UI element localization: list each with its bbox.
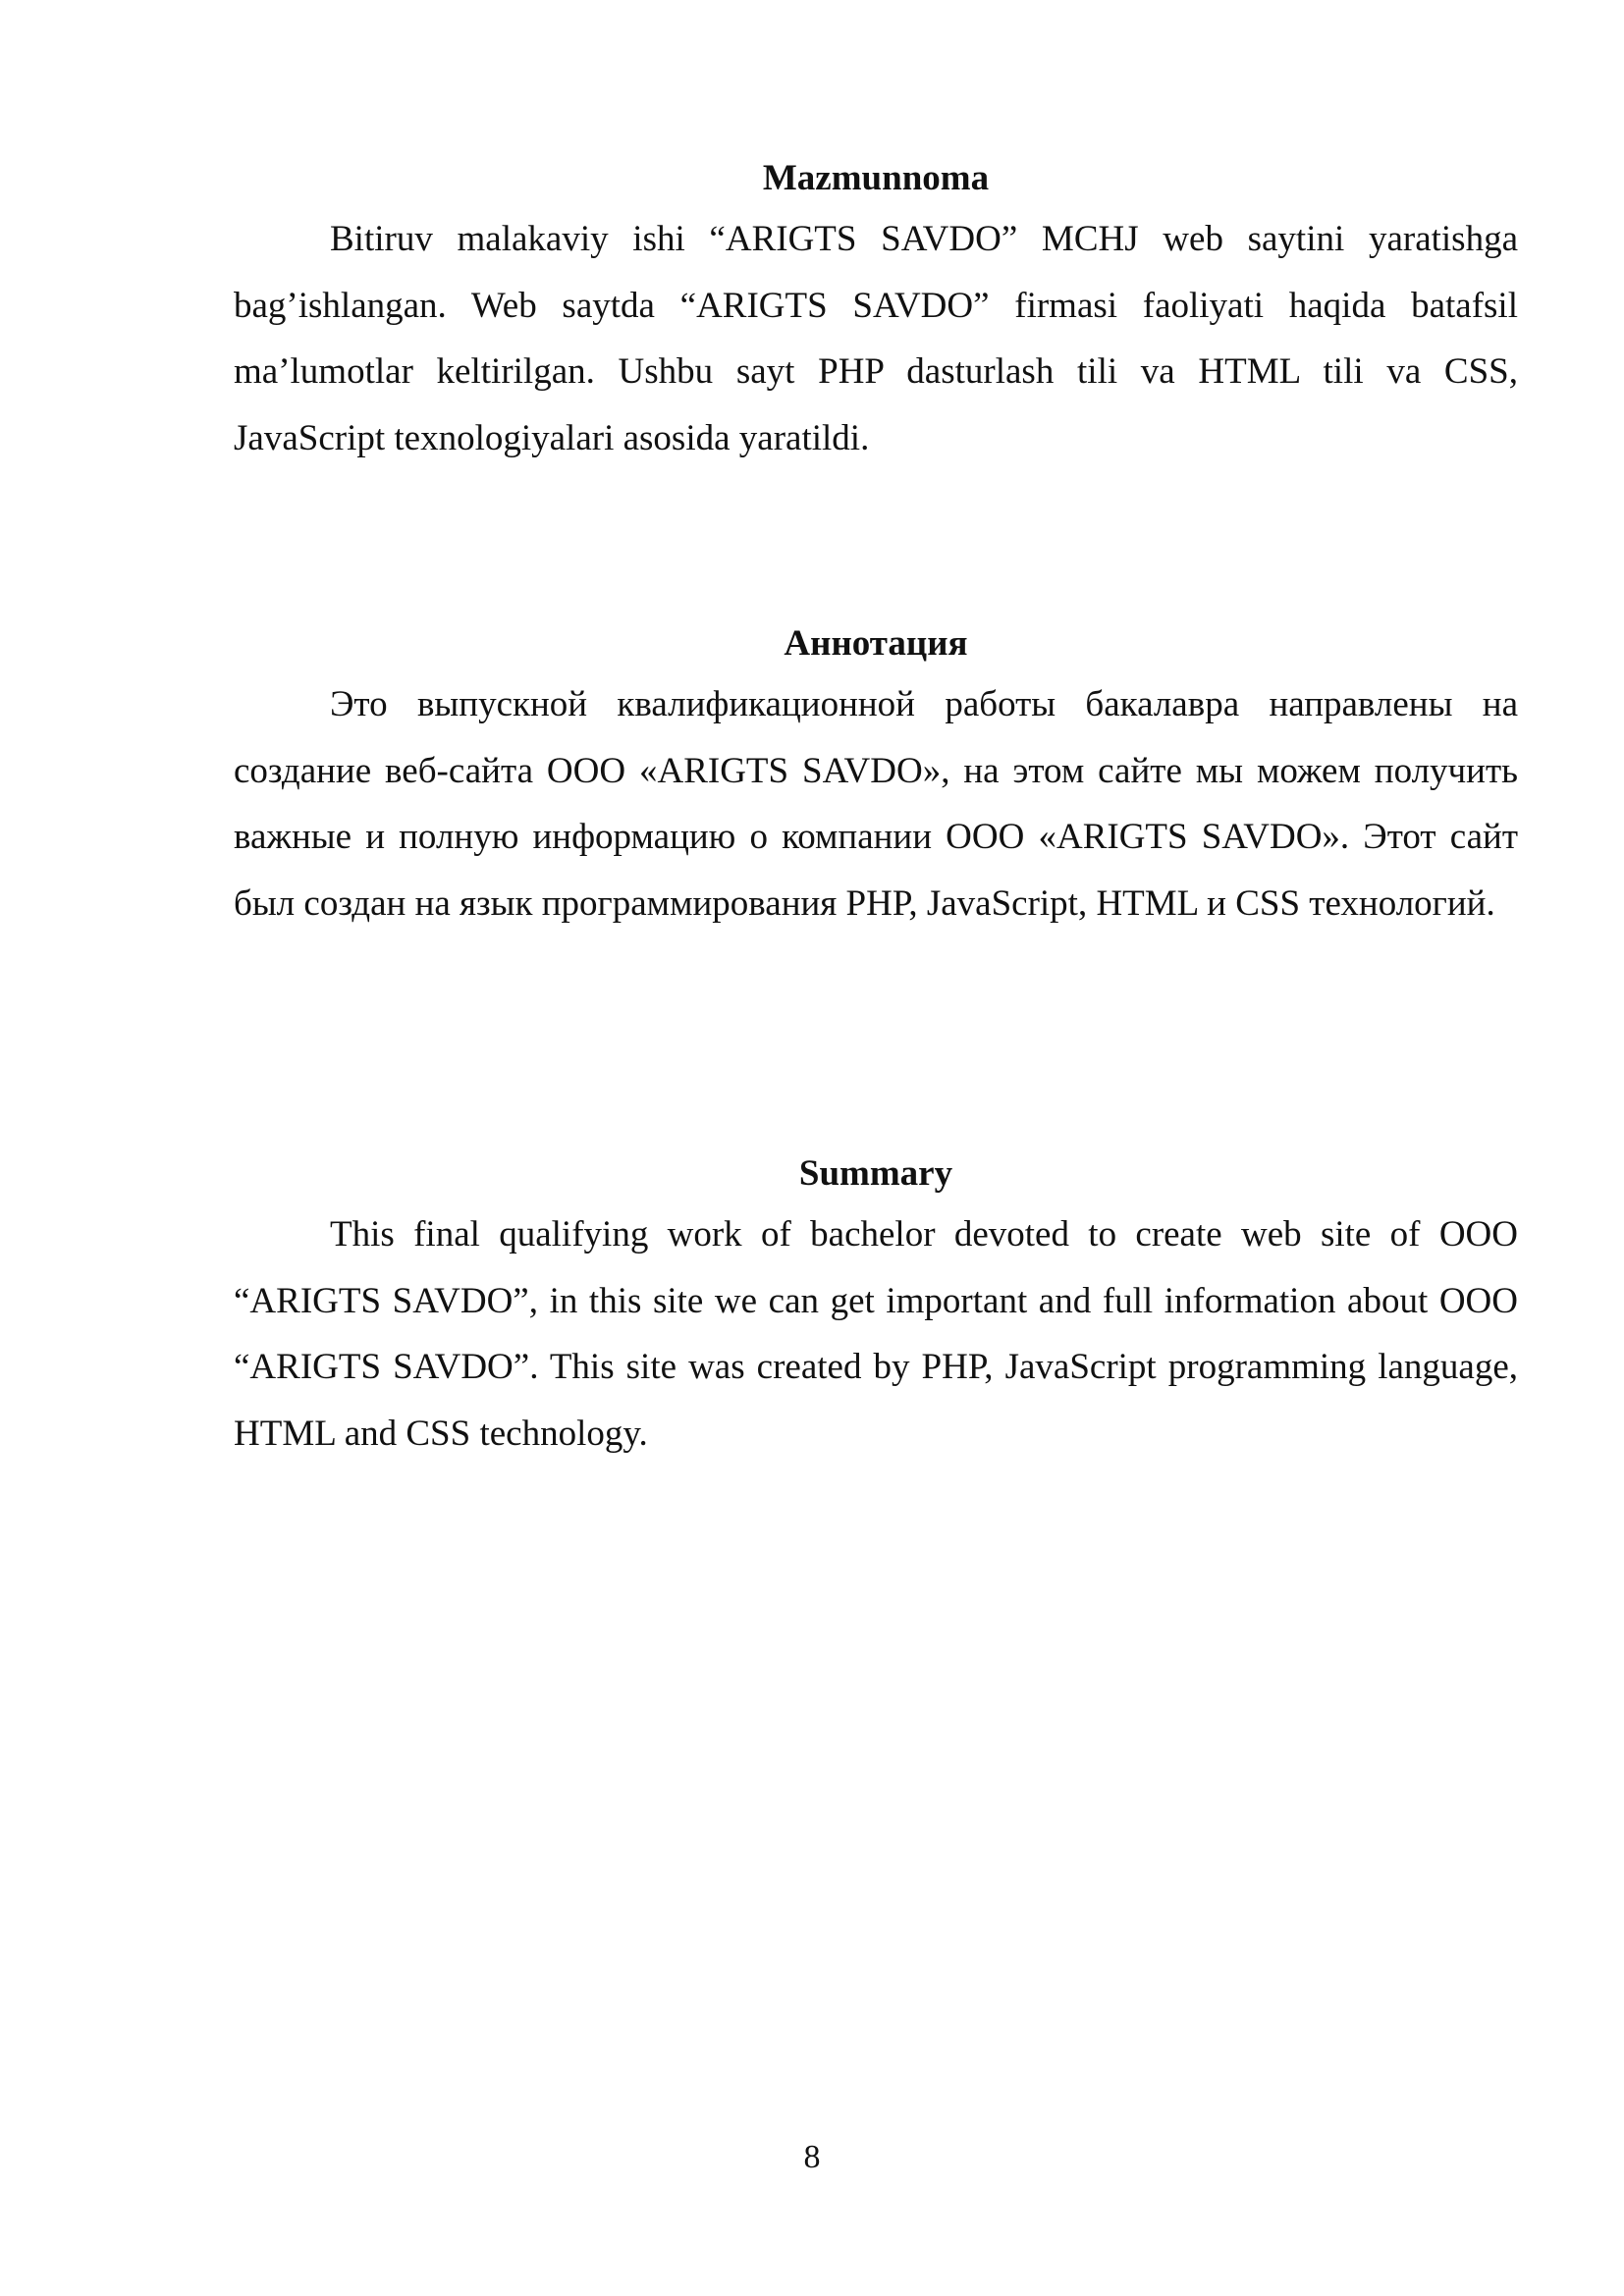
section-summary [234,1152,1518,1467]
section-paragraph-summary: This final qualifying work of bachelor devoted to create web site of OOO “ARIGTS SAVDO”, in this site we can get important and full information about OOO “ARIGTS SAVDO”. This site was created by PHP, JavaScript programming language, HTML and CSS technology. [234,1214,1518,1454]
page-number: 8 [803,2139,821,2175]
section-annotation [234,622,1518,936]
section-paragraph-mazmunnoma: Bitiruv malakaviy ishi “ARIGTS SAVDO” MCHJ web saytini yaratishga bag’ishlangan. Web saytda “ARIGTS SAVDO” firmasi faoliyati haqida batafsil ma’lumotlar keltirilgan. Ushbu sayt PHP dasturlash tili va HTML tili va CSS, JavaScript texnologiyalari asosida yaratildi. [234,219,1518,458]
section-mazmunnoma [234,157,1518,471]
section-paragraph-annotation: Это выпускной квалификационной работы бакалавра направлены на создание веб-сайта ООО «ARIGTS SAVDO», на этом сайте мы можем получить важные и полную информацию о компании ООО «ARIGTS SAVDO». Этот сайт был создан на язык программирования PHP, JavaScript, HTML и CSS технологий. [234,684,1518,924]
section-heading-mazmunnoma: Mazmunnoma [762,158,990,198]
section-heading-summary: Summary [798,1153,953,1194]
section-heading-annotation: Аннотация [784,623,968,664]
